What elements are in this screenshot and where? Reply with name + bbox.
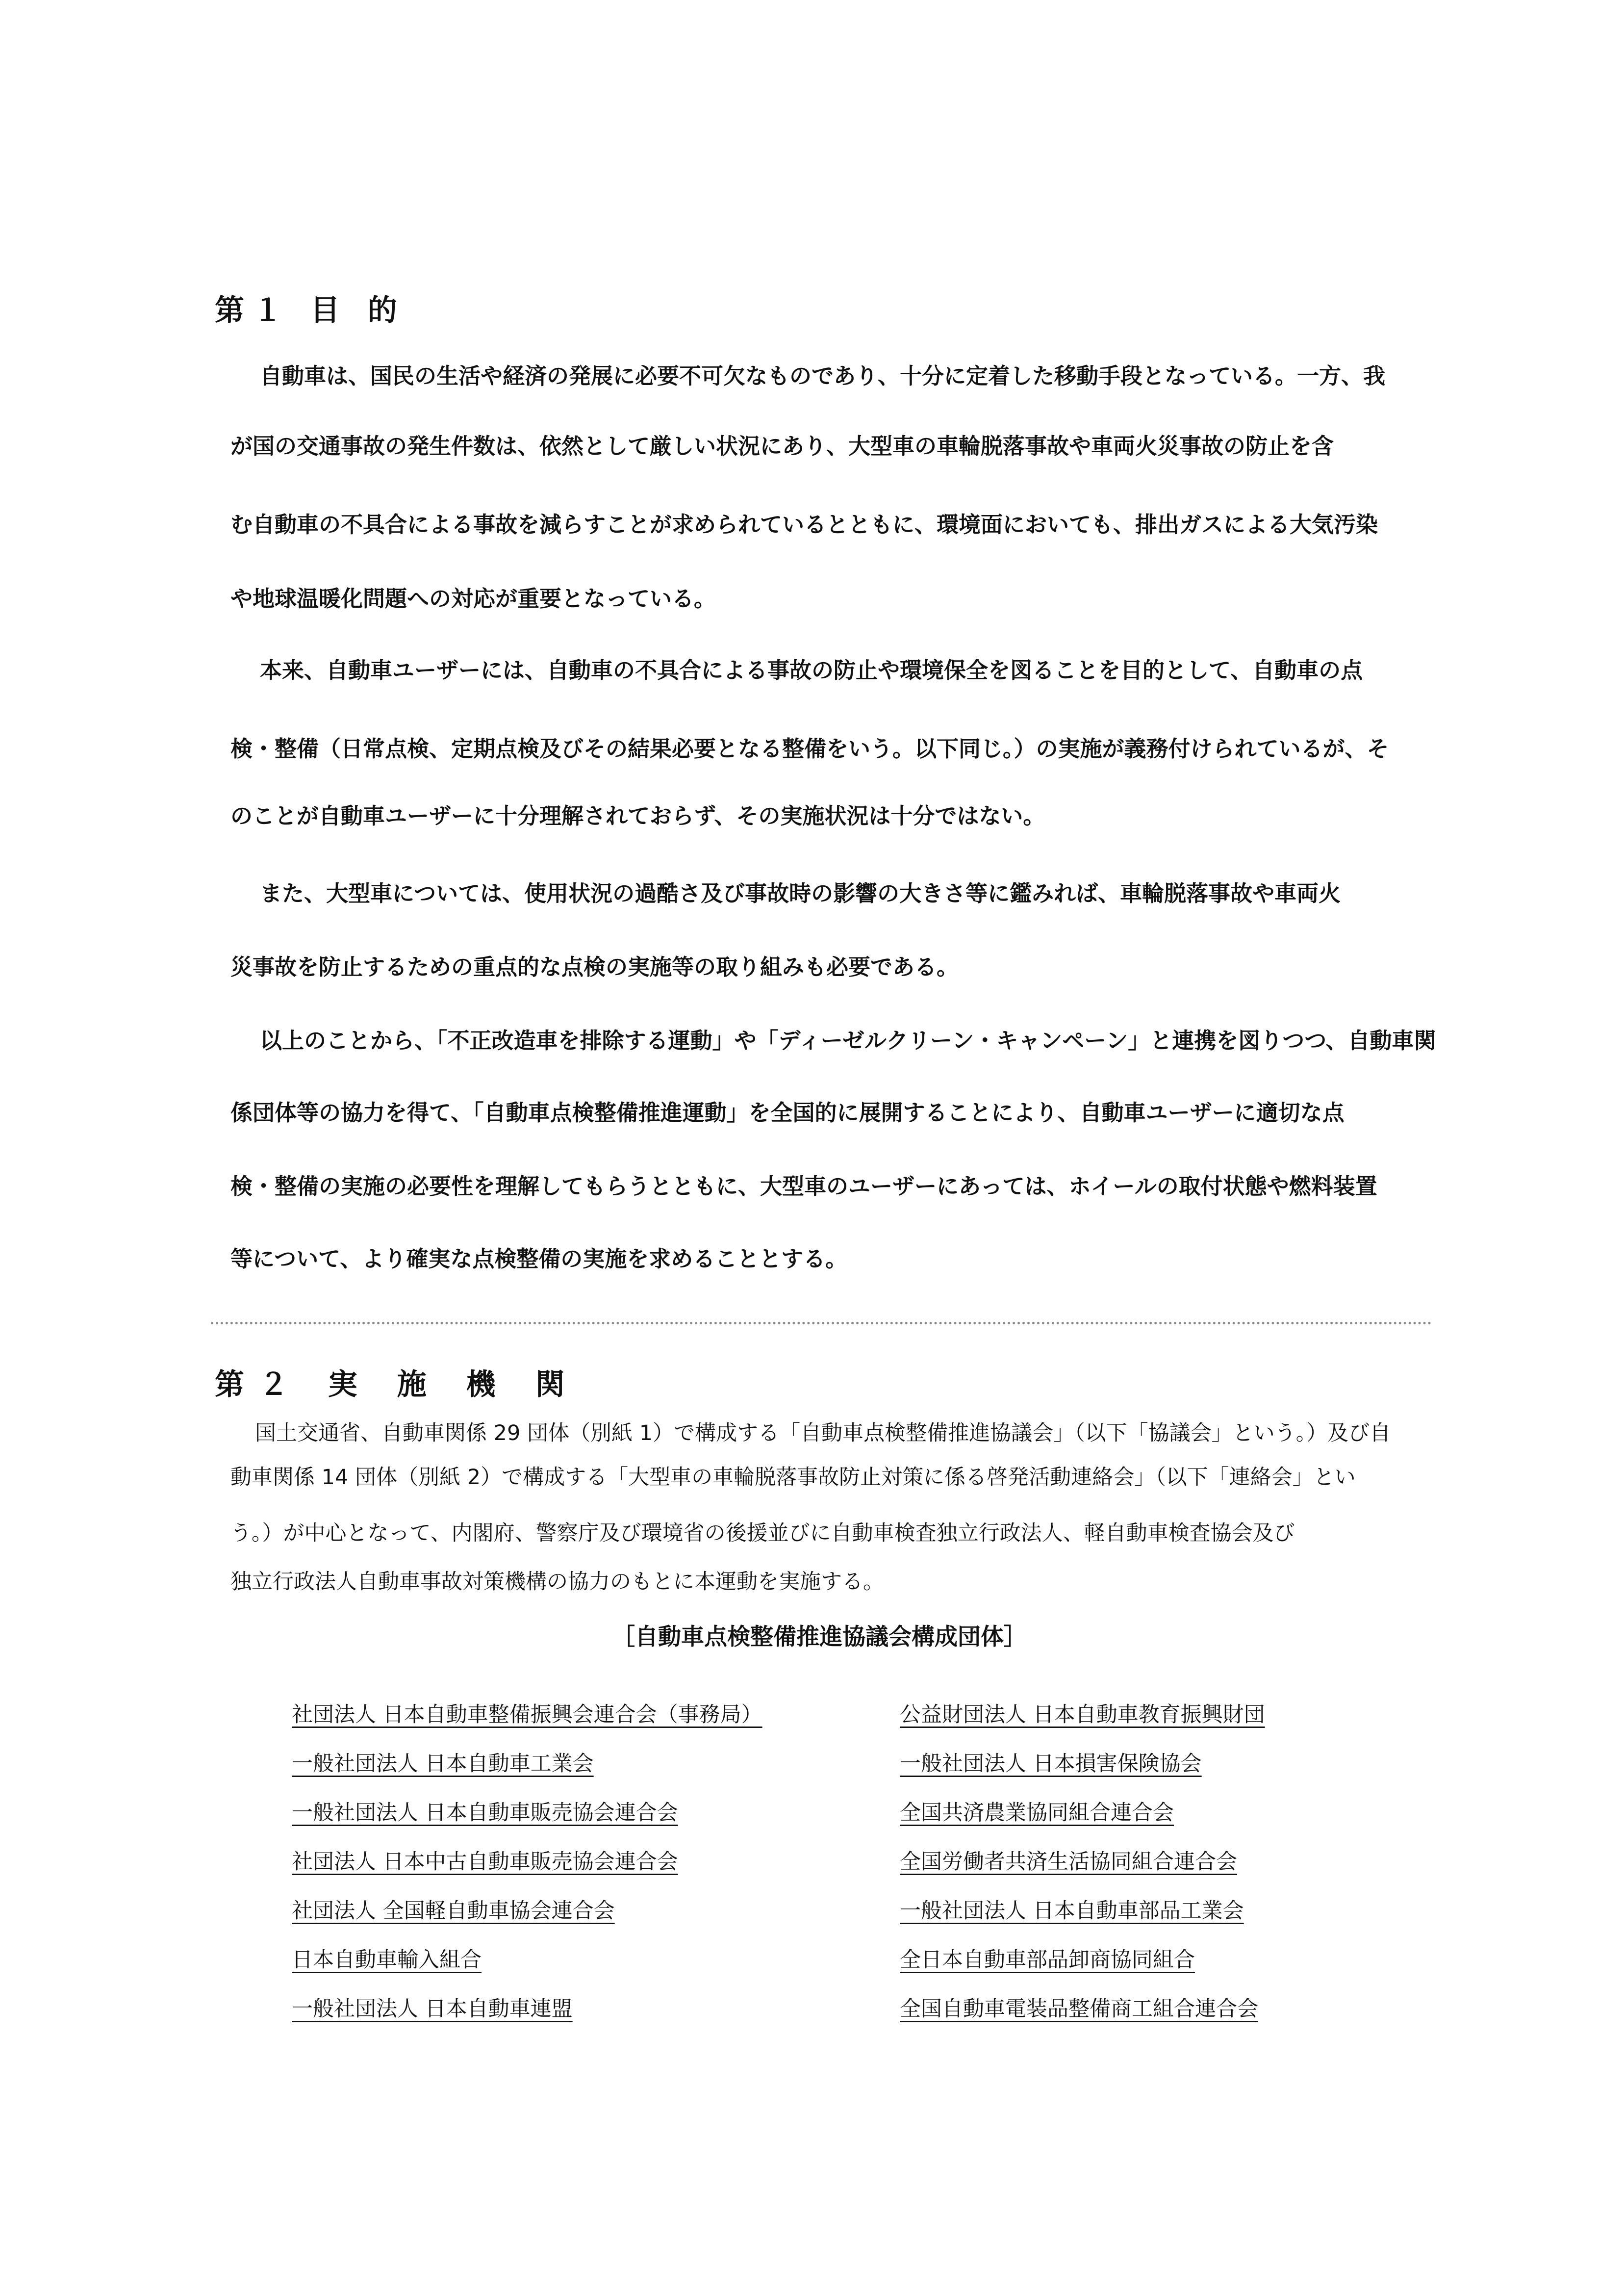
paragraph-line: 検・整備の実施の必要性を理解してもらうとともに、大型車のユーザーにあっては、ホイールの取付状態や燃料装置 [230,1173,1377,1199]
paragraph-line: や地球温暖化問題への対応が重要となっている。 [230,586,716,612]
paragraph-line: 係団体等の協力を得て、「自動車点検整備推進運動」を全国的に展開することにより、自動車ユーザーに適切な点 [230,1100,1345,1126]
paragraph-line: 自動車は、国民の生活や経済の発展に必要不可欠なものであり、十分に定着した移動手段となっている。一方、我 [260,363,1386,389]
paragraph-line: 等について、より確実な点検整備の実施を求めることとする。 [230,1246,848,1272]
paragraph-line: 独立行政法人自動車事故対策機構の協力のもとに本運動を実施する。 [230,1570,884,1594]
org-list-item: 全国自動車電装品整備商工組合連合会 [900,1997,1258,2021]
org-list-item: 社団法人 全国軽自動車協会連合会 [292,1899,615,1923]
paragraph-line: が国の交通事故の発生件数は、依然として厳しい状況にあり、大型車の車輪脱落事故や車両火災事故の防止を含 [230,433,1334,459]
org-list-item: 全国共済農業協同組合連合会 [900,1801,1174,1825]
paragraph-line: 以上のことから、「不正改造車を排除する運動」や「ディーゼルクリーン・キャンペーン」と連携を図りつつ、自動車関 [260,1028,1436,1054]
paragraph-line: 災事故を防止するための重点的な点検の実施等の取り組みも必要である。 [230,954,959,980]
paragraph-line: また、大型車については、使用状況の過酷さ及び事故時の影響の大きさ等に鑑みれば、車輪脱落事故や車両火 [260,880,1341,906]
org-list-item: 一般社団法人 日本損害保険協会 [900,1752,1202,1776]
org-list-item: 一般社団法人 日本自動車連盟 [292,1997,573,2021]
org-list-item: 社団法人 日本中古自動車販売協会連合会 [292,1850,678,1874]
org-list-item: 一般社団法人 日本自動車工業会 [292,1752,594,1776]
paragraph-line: む自動車の不具合による事故を減らすことが求められているとともに、環境面においても、排出ガスによる大気汚染 [230,512,1378,538]
section2-heading: 第２ 実 施 機 関 [215,1367,580,1402]
paragraph-line: のことが自動車ユーザーに十分理解されておらず、その実施状況は十分ではない。 [230,803,1045,829]
org-list-item: 全日本自動車部品卸商協同組合 [900,1948,1195,1972]
paragraph-line: う。）が中心となって、内閣府、警察庁及び環境省の後援並びに自動車検査独立行政法人、軽自動車検査協会及び [230,1521,1295,1546]
paragraph-line: 本来、自動車ユーザーには、自動車の不具合による事故の防止や環境保全を図ることを目的として、自動車の点 [260,657,1363,683]
paragraph-line: 国土交通省、自動車関係 29 団体（別紙 1）で構成する「自動車点検整備推進協議会」（以下「協議会」という。）及び自 [255,1421,1391,1445]
org-list-item: 全国労働者共済生活協同組合連合会 [900,1850,1237,1874]
section1-heading: 第１ 目 的 [215,293,406,328]
paragraph-line: 検・整備（日常点検、定期点検及びその結果必要となる整備をいう。以下同じ。）の実施が義務付けられているが、そ [230,736,1389,762]
org-list-item: 一般社団法人 日本自動車販売協会連合会 [292,1801,678,1825]
org-list-item: 一般社団法人 日本自動車部品工業会 [900,1899,1244,1923]
member-list-title: ［自動車点検整備推進協議会構成団体］ [612,1624,1027,1650]
org-list-item: 日本自動車輸入組合 [292,1948,482,1972]
org-list-item: 公益財団法人 日本自動車教育振興財団 [900,1702,1265,1727]
section-divider [211,1322,1432,1324]
org-list-item: 社団法人 日本自動車整備振興会連合会（事務局） [292,1702,762,1727]
paragraph-line: 動車関係 14 団体（別紙 2）で構成する「大型車の車輪脱落事故防止対策に係る啓発活動連絡会」（以下「連絡会」とい [230,1465,1356,1490]
